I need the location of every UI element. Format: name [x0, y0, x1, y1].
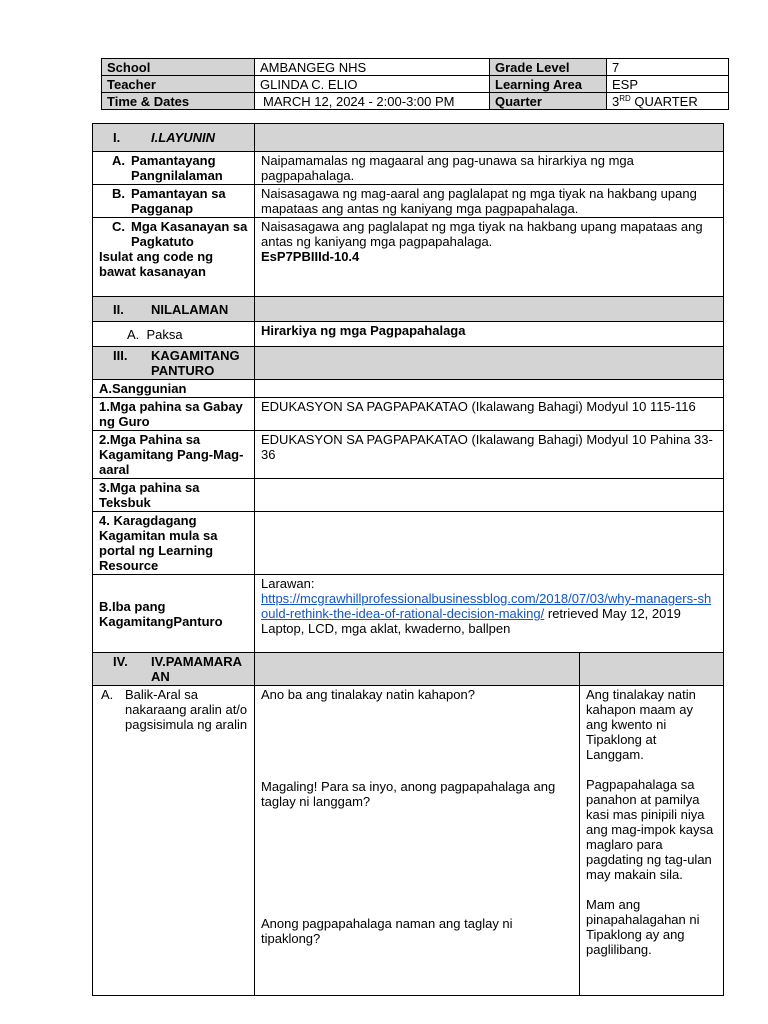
gabay-guro-label: 1.Mga pahina sa Gabay ng Guro [93, 398, 255, 431]
section-pamamaraan-fill-b [580, 653, 724, 686]
time-dates-value: MARCH 12, 2024 - 2:00-3:00 PM [255, 93, 490, 110]
section-title: NILALAMAN [151, 301, 229, 317]
section-number: IV. [113, 654, 128, 669]
larawan-label: Larawan: [261, 576, 315, 591]
materials-list: Laptop, LCD, mga aklat, kwaderno, ballpen [261, 621, 511, 636]
header-row-time [102, 93, 729, 110]
kagamitang-mag-aaral-label: 2.Mga Pahina sa Kagamitang Pang-Mag-aaral [93, 431, 255, 479]
objective-b-value: Naisasagawa ng mag-aaral ang paglalapat ng mga tiyak na hakbang upang mapataas ang antas ng kaniyang mga pagpapahalaga. [255, 185, 724, 218]
objective-label: Pamantayan sa Pagganap [131, 186, 226, 216]
student-response-cell [580, 686, 724, 996]
learning-area-value: ESP [607, 76, 729, 93]
section-nilalaman-fill [255, 297, 724, 322]
section-layunin-fill [255, 124, 724, 152]
objective-c-value: Naisasagawa ang paglalapat ng mga tiyak na hakbang upang mapataas ang antas ng kaniyang mga pagpapahalaga. [261, 219, 703, 249]
section-number: I. [113, 130, 121, 145]
section-nilalaman-row [93, 297, 724, 322]
grade-level-label: Grade Level [490, 59, 607, 76]
section-kagamitan-header [93, 347, 255, 380]
objective-letter: B. [112, 186, 125, 201]
section-nilalaman-header [93, 297, 255, 322]
teacher-dialogue-cell [255, 686, 580, 996]
objective-label: Pamantayang Pangnilalaman [131, 153, 223, 183]
objective-letter: C. [112, 219, 125, 234]
paksa-title: Hirarkiya ng mga Pagpapahalaga [255, 322, 724, 347]
teacher-question-3: Anong pagpapahalaga naman ang taglay ni tipaklong? [261, 916, 513, 946]
header-row-teacher [102, 76, 729, 93]
gabay-guro-row [93, 398, 724, 431]
balik-aral-row [93, 686, 724, 996]
section-kagamitan-row [93, 347, 724, 380]
time-dates-label: Time & Dates [102, 93, 255, 110]
objective-c-value-cell [255, 218, 724, 297]
section-pamamaraan-header [93, 653, 255, 686]
paksa-row [93, 322, 724, 347]
objective-letter: A. [112, 153, 125, 168]
objective-label: Mga Kasanayan sa Pagkatuto [131, 219, 248, 249]
school-value: AMBANGEG NHS [255, 59, 490, 76]
quarter-text: QUARTER [630, 93, 698, 109]
quarter-ordinal: RD [619, 93, 631, 103]
quarter-label: Quarter [490, 93, 607, 110]
kagamitang-mag-aaral-row [93, 431, 724, 479]
student-response-1: Ang tinalakay natin kahapon maam ay ang kwento ni Tipaklong at Langgam. [586, 687, 696, 762]
section-number: II. [113, 301, 124, 317]
section-title: KAGAMITANG PANTURO [151, 348, 240, 378]
karagdagang-kagamitan-label: 4. Karagdagang Kagamitan mula sa portal ng Learning Resource [93, 512, 255, 575]
iba-pang-kagamitan-value [255, 575, 724, 653]
lesson-plan-table [92, 123, 724, 996]
section-number: III. [113, 348, 128, 363]
teacher-label: Teacher [102, 76, 255, 93]
header-row-school [102, 59, 729, 76]
header-info-table [101, 58, 729, 110]
teacher-question-2: Magaling! Para sa inyo, anong pagpapahalaga ang taglay ni langgam? [261, 779, 556, 809]
objective-row-c [93, 218, 724, 297]
paksa-label: A. Paksa [93, 322, 255, 347]
teksbuk-label: 3.Mga pahina sa Teksbuk [93, 479, 255, 512]
learning-area-label: Learning Area [490, 76, 607, 93]
iba-pang-kagamitan-label: B.Iba pang KagamitangPanturo [93, 575, 255, 653]
objective-c-label-cell [93, 218, 255, 297]
teksbuk-row [93, 479, 724, 512]
grade-level-value: 7 [607, 59, 729, 76]
school-label: School [102, 59, 255, 76]
quarter-number: 3 [612, 93, 620, 109]
objective-c-note: Isulat ang code ng bawat kasanayan [99, 249, 214, 279]
sanggunian-label: A.Sanggunian [93, 380, 255, 398]
objective-a-value: Naipamamalas ng magaaral ang pag-unawa sa hirarkiya ng mga pagpapahalaga. [255, 152, 724, 185]
balik-aral-label-cell [93, 686, 255, 996]
teksbuk-value [255, 479, 724, 512]
procedure-label: Balik-Aral sa nakaraang aralin at/o pagsisimula ng aralin [125, 687, 248, 732]
competency-code: EsP7PBIIId-10.4 [261, 249, 360, 264]
section-layunin-header [93, 124, 255, 152]
iba-pang-kagamitan-row [93, 575, 724, 653]
section-kagamitan-fill [255, 347, 724, 380]
karagdagang-kagamitan-row [93, 512, 724, 575]
teacher-question-1: Ano ba ang tinalakay natin kahapon? [261, 687, 475, 702]
karagdagang-kagamitan-value [255, 512, 724, 575]
objective-b-label-cell [93, 185, 255, 218]
reference-link[interactable]: https://mcgrawhillprofessionalbusinessblog.com/2018/07/03/why-managers-should-rethink-the-idea-of-rational-decision-making/ [261, 591, 712, 621]
student-response-3: Mam ang pinapahalagahan ni Tipaklong ay ang paglilibang. [586, 897, 700, 957]
retrieved-date: retrieved May 12, 2019 [544, 606, 681, 621]
student-response-2: Pagpapahalaga sa panahon at pamilya kasi mas pinipili niya ang mag-impok kaysa maglaro para pagdating ng tag-ulan may makain sila. [586, 777, 714, 882]
objective-row-b [93, 185, 724, 218]
gabay-guro-value: EDUKASYON SA PAGPAPAKATAO (Ikalawang Bahagi) Modyul 10 115-116 [255, 398, 724, 431]
objective-a-label-cell [93, 152, 255, 185]
kagamitang-mag-aaral-value: EDUKASYON SA PAGPAPAKATAO (Ikalawang Bahagi) Modyul 10 Pahina 33-36 [255, 431, 724, 479]
section-layunin-row [93, 124, 724, 152]
section-pamamaraan-fill-a [255, 653, 580, 686]
section-title: I.LAYUNIN [151, 130, 216, 145]
sanggunian-row [93, 380, 724, 398]
sanggunian-value [255, 380, 724, 398]
objective-row-a [93, 152, 724, 185]
procedure-letter: A. [101, 687, 114, 702]
teacher-value: GLINDA C. ELIO [255, 76, 490, 93]
reference-text [261, 591, 717, 621]
section-pamamaraan-row [93, 653, 724, 686]
section-title: IV.PAMAMARAAN [151, 654, 243, 684]
quarter-value [607, 93, 729, 110]
